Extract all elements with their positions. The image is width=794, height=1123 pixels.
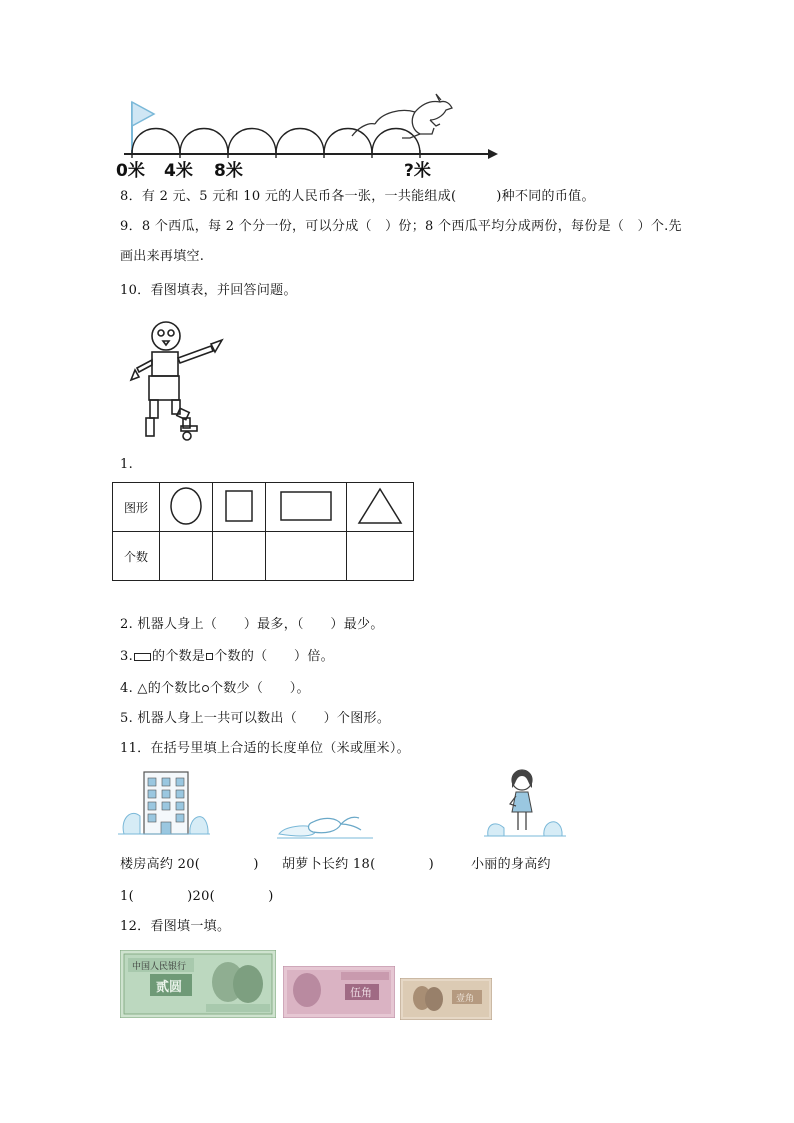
question-10-sub2: 2. 机器人身上（ ）最多，（ ）最少。 — [120, 617, 384, 632]
sub4-prefix: 4. △的个数比 — [120, 681, 201, 696]
flag-icon — [132, 102, 154, 154]
count-cell-circle[interactable] — [160, 532, 213, 581]
note2-value-text: 伍角 — [350, 986, 372, 999]
question-11-girl-cont: 1( )20( ) — [120, 889, 274, 904]
question-11-title: 11．在括号里填上合适的长度单位（米或厘米）。 — [120, 741, 410, 756]
banknote-5-jiao — [283, 966, 395, 1018]
sub3-prefix: 3. — [120, 649, 134, 664]
question-9-line1: 9．8 个西瓜，每 2 个分一份，可以分成（ ）份；8 个西瓜平均分成两份，每份是（ ）个.先 — [120, 219, 682, 234]
square-icon — [213, 483, 266, 532]
numberline-label-unknown: ?米 — [404, 161, 431, 181]
banknote-2-yuan — [120, 950, 276, 1018]
table-header-count: 个数 — [113, 532, 160, 581]
count-cell-rectangle[interactable] — [266, 532, 347, 581]
count-cell-square[interactable] — [213, 532, 266, 581]
rectangle-icon — [266, 483, 347, 532]
note1-value-text: 贰圆 — [156, 980, 183, 995]
small-square-icon — [206, 653, 213, 660]
kangaroo-icon — [352, 94, 452, 138]
question-10-title: 10．看图填表，并回答问题。 — [120, 283, 297, 298]
shape-count-table — [112, 482, 414, 581]
robot-figure — [125, 314, 230, 444]
question-10-sub4 — [120, 680, 310, 698]
question-11-girl: 小丽的身高约 — [471, 857, 551, 872]
note3-value-text: 壹角 — [456, 994, 475, 1004]
question-10-sub3 — [120, 648, 334, 666]
note1-bank-text: 中国人民银行 — [132, 962, 187, 972]
question-12-title: 12．看图填一填。 — [120, 919, 231, 934]
numberline-label-4: 4米 — [164, 161, 193, 181]
carrot-icon — [275, 808, 375, 842]
question-10-sub5: 5. 机器人身上一共可以数出（ ）个图形。 — [120, 711, 391, 726]
sub3-middle: 的个数是 — [152, 649, 206, 664]
question-9-line2: 画出来再填空. — [120, 249, 205, 264]
count-cell-triangle[interactable] — [347, 532, 414, 581]
number-line-figure — [110, 90, 500, 182]
small-rectangle-icon — [134, 653, 151, 661]
building-icon — [118, 768, 210, 840]
question-11-building: 楼房高约 20( ) — [120, 857, 259, 872]
question-10-sub1: 1. — [120, 457, 134, 472]
girl-icon — [484, 766, 566, 842]
question-8: 8．有 2 元、5 元和 10 元的人民币各一张，一共能组成( )种不同的币值。 — [120, 189, 595, 204]
banknote-1-jiao — [400, 978, 492, 1020]
sub4-suffix: 个数少（ ）。 — [209, 681, 310, 696]
small-circle-icon — [202, 685, 209, 692]
numberline-label-8: 8米 — [214, 161, 243, 181]
question-11-carrot: 胡萝卜长约 18( ) — [282, 857, 435, 872]
circle-icon — [160, 483, 213, 532]
triangle-icon — [347, 483, 414, 532]
sub3-suffix: 个数的（ ）倍。 — [214, 649, 334, 664]
numberline-label-0: 0米 — [116, 161, 145, 181]
table-header-shape: 图形 — [113, 483, 160, 532]
